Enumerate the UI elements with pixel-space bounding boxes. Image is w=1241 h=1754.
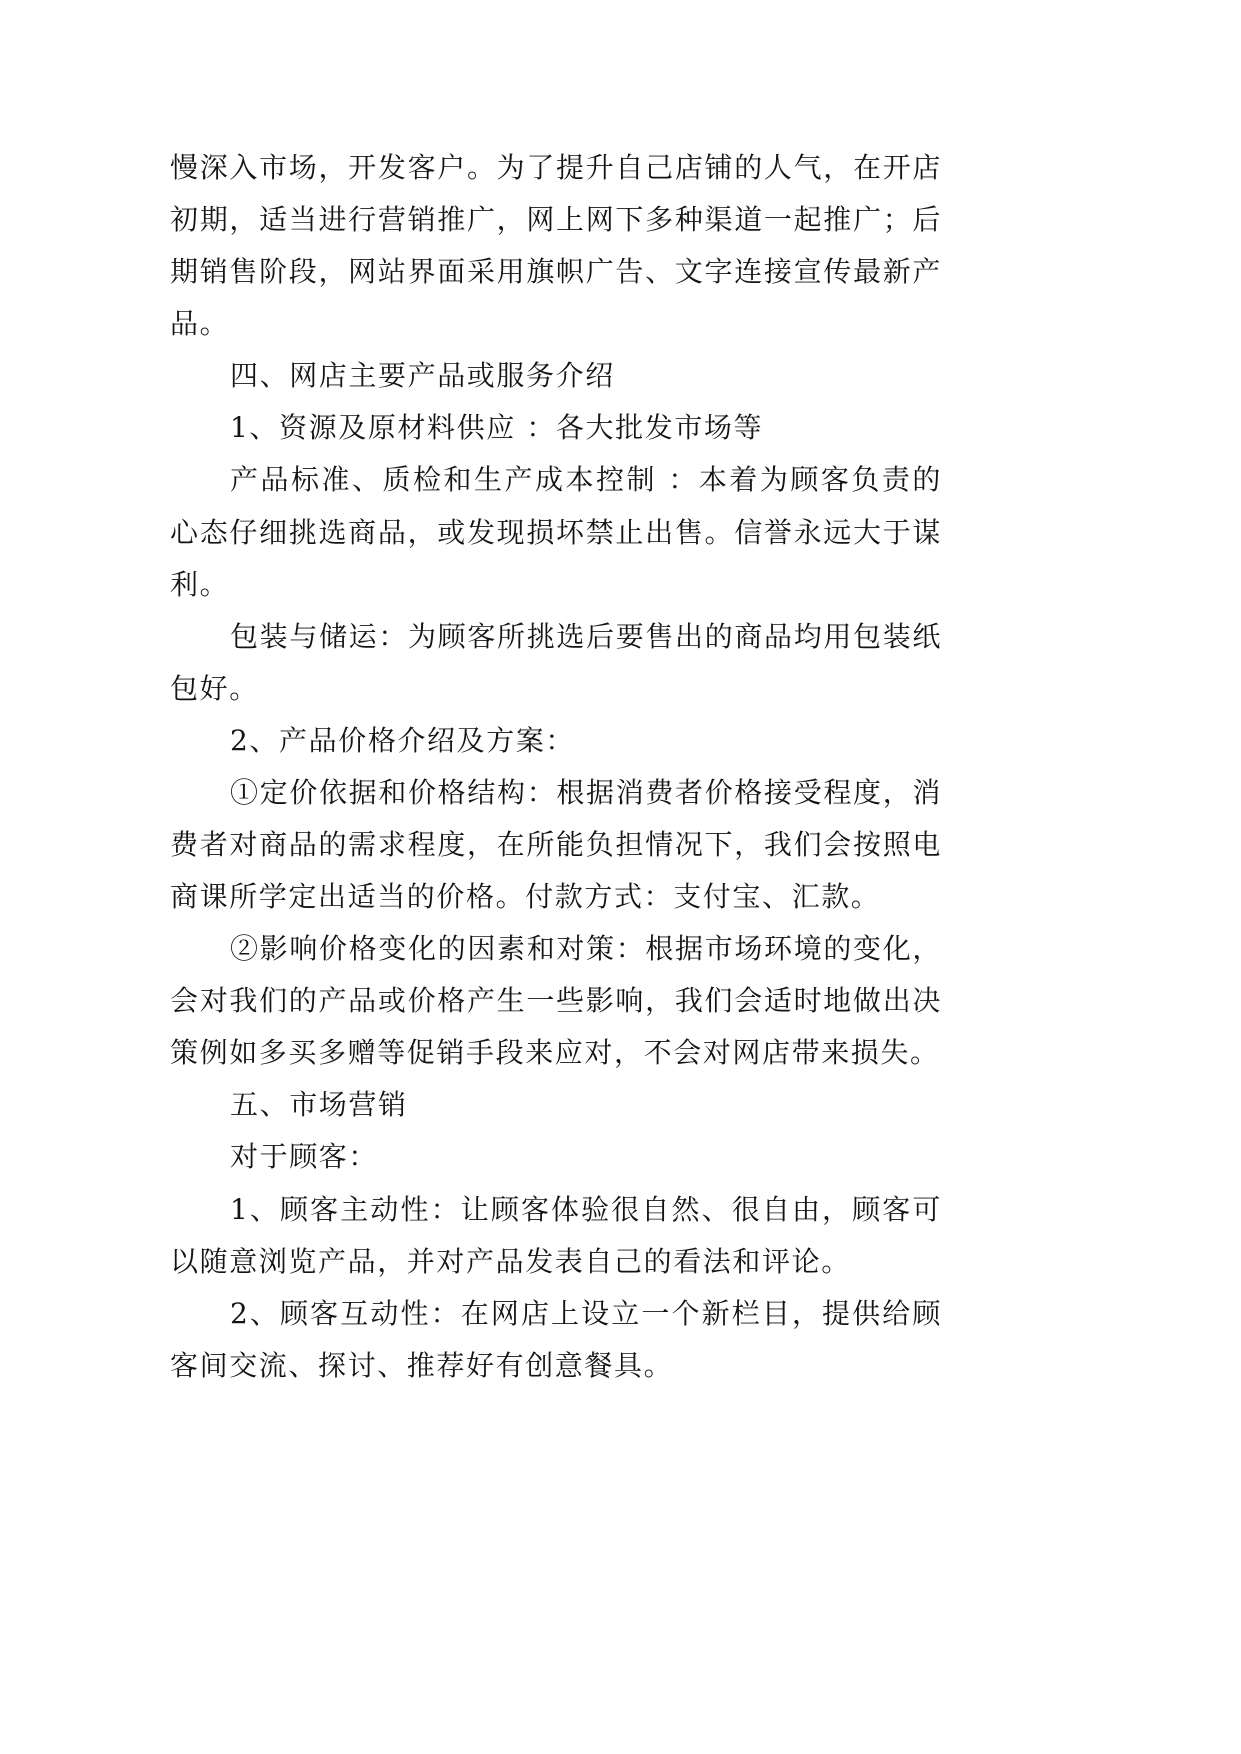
section-heading-marketing	[170, 1079, 942, 1131]
section-heading: 五、市场营销	[230, 1088, 408, 1122]
text-line: 费者对商品的需求程度，在所能负担情况下，我们会按照电	[170, 828, 942, 862]
text-line: 期销售阶段，网站界面采用旗帜广告、文字连接宣传最新产	[170, 255, 942, 289]
document-body	[170, 142, 942, 1392]
text-line: 1、资源及原材料供应 ：各大批发市场等	[230, 411, 764, 445]
text-line: 包好。	[170, 671, 259, 705]
text-line: 客间交流、探讨、推荐好有创意餐具。	[170, 1348, 674, 1382]
item-customer-initiative	[170, 1184, 942, 1288]
text-line: 2、产品价格介绍及方案：	[230, 723, 576, 757]
paragraph-pricing-basis	[170, 767, 942, 923]
paragraph-price-factors	[170, 923, 942, 1079]
text-line: 对于顾客：	[230, 1140, 379, 1174]
text-line: 利。	[170, 567, 230, 601]
text-line: 商课所学定出适当的价格。付款方式：支付宝、汇款。	[170, 880, 881, 914]
text-line: ①定价依据和价格结构：根据消费者价格接受程度，消	[230, 775, 942, 809]
text-line: 品。	[170, 307, 230, 341]
section-heading: 四、网店主要产品或服务介绍	[230, 359, 615, 393]
text-line: ②影响价格变化的因素和对策：根据市场环境的变化，	[230, 932, 942, 966]
section-heading-products	[170, 350, 942, 402]
paragraph-quality-control	[170, 454, 942, 610]
text-line: 心态仔细挑选商品，或发现损坏禁止出售。信誉永远大于谋	[170, 515, 942, 549]
paragraph-continued	[170, 142, 942, 350]
item-pricing-plan	[170, 715, 942, 767]
item-resource-supply	[170, 402, 942, 454]
paragraph-packaging	[170, 611, 942, 715]
text-line: 以随意浏览产品，并对产品发表自己的看法和评论。	[170, 1244, 851, 1278]
text-line: 策例如多买多赠等促销手段来应对，不会对网店带来损失。	[170, 1036, 940, 1070]
text-line: 会对我们的产品或价格产生一些影响，我们会适时地做出决	[170, 984, 942, 1018]
subheading-customers	[170, 1131, 942, 1183]
text-line: 2、顾客互动性：在网店上设立一个新栏目，提供给顾	[230, 1296, 942, 1330]
text-line: 慢深入市场，开发客户。为了提升自己店铺的人气，在开店	[170, 151, 942, 184]
text-line: 初期，适当进行营销推广，网上网下多种渠道一起推广；后	[170, 203, 942, 237]
item-customer-interaction	[170, 1288, 942, 1392]
text-line: 包装与储运：为顾客所挑选后要售出的商品均用包装纸	[230, 619, 942, 653]
text-line: 1、顾客主动性：让顾客体验很自然、很自由，顾客可	[230, 1192, 942, 1226]
text-line: 产品标准、质检和生产成本控制 ：本着为顾客负责的	[230, 463, 942, 497]
